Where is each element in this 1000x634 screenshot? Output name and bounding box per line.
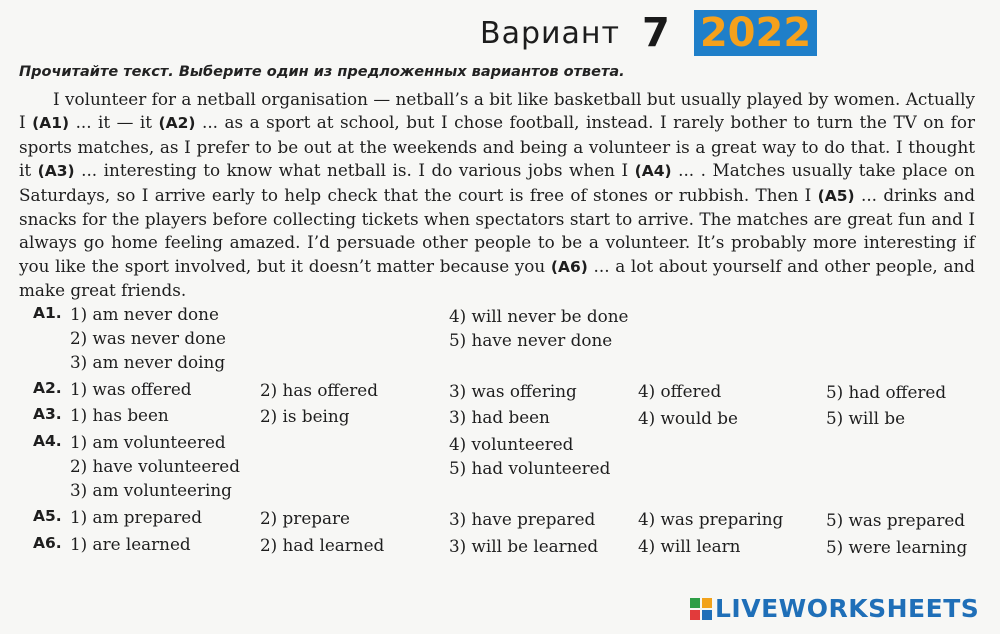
option-a1-4[interactable]: 4) will never be done — [449, 306, 629, 326]
option-a4-3[interactable]: 3) am volunteering — [70, 480, 232, 500]
question-label-a6: A6. — [33, 534, 62, 552]
option-a2-2[interactable]: 2) has offered — [260, 380, 378, 400]
option-a4-2[interactable]: 2) have volunteered — [70, 456, 240, 476]
task-instruction: Прочитайте текст. Выберите один из предложенных вариантов ответа. — [19, 64, 625, 80]
gap-a2: (A2) — [158, 114, 196, 133]
question-label-a5: A5. — [33, 507, 62, 525]
option-a5-4[interactable]: 4) was preparing — [638, 509, 784, 529]
question-label-a4: A4. — [33, 432, 62, 450]
year-badge: 2022 — [694, 10, 817, 56]
gap-a3: (A3) — [37, 162, 75, 181]
gap-a1: (A1) — [32, 114, 70, 133]
option-a2-1[interactable]: 1) was offered — [70, 379, 192, 399]
option-a6-3[interactable]: 3) will be learned — [449, 536, 599, 556]
option-a4-4[interactable]: 4) volunteered — [449, 434, 574, 454]
question-label-a3: A3. — [33, 405, 62, 423]
option-a6-1[interactable]: 1) are learned — [70, 534, 191, 554]
option-a5-3[interactable]: 3) have prepared — [449, 509, 596, 529]
option-a2-4[interactable]: 4) offered — [638, 381, 722, 401]
option-a6-4[interactable]: 4) will learn — [638, 536, 741, 556]
gap-a5: (A5) — [817, 186, 855, 205]
variant-title: Вариант — [480, 15, 620, 51]
option-a4-5[interactable]: 5) had volunteered — [449, 458, 611, 478]
option-a6-5[interactable]: 5) were learning — [826, 537, 968, 557]
question-label-a1: A1. — [33, 304, 62, 322]
logo-square-red — [690, 610, 700, 620]
option-a2-5[interactable]: 5) had offered — [826, 382, 947, 402]
logo-square-blue — [702, 610, 712, 620]
option-a5-2[interactable]: 2) prepare — [260, 508, 350, 528]
option-a1-3[interactable]: 3) am never doing — [70, 352, 226, 372]
option-a3-5[interactable]: 5) will be — [826, 408, 906, 428]
variant-number: 7 — [641, 10, 670, 56]
option-a5-5[interactable]: 5) was prepared — [826, 510, 966, 530]
option-a2-3[interactable]: 3) was offering — [449, 381, 577, 401]
option-a4-1[interactable]: 1) am volunteered — [70, 432, 226, 452]
liveworksheets-logo[interactable] — [690, 594, 979, 623]
logo-grid-icon — [690, 598, 712, 620]
reading-passage: I volunteer for a netball organisation — netball’s a bit like basketball but usually played by women. Actually I (A1) ... it — it (A2) ... as a sport at school, but I chose football, instead. I rarely bother to turn the TV on for sports matches, as I prefer to be out at the weekends and being a volunteer is a great way to do that. I thought it (A3) ... interesting to know what netball is. I do various jobs when I (A4) ... . Matches usually take place on Saturdays, so I arrive early to help check that the court is free of stones or rubbish. Then I (A5) ... drinks and snacks for the players before collecting tickets when spectators start to arrive. The matches are great fun and I always go home feeling amazed. I’d persuade other people to be a volunteer. It’s probably more interesting if you like the sport involved, but it doesn’t matter because you (A6) ... a lot about yourself and other people, and make great friends. — [19, 89, 975, 301]
logo-square-green — [690, 598, 700, 608]
option-a3-3[interactable]: 3) had been — [449, 407, 550, 427]
gap-a4: (A4) — [634, 162, 672, 181]
logo-square-orange — [702, 598, 712, 608]
option-a5-1[interactable]: 1) am prepared — [70, 507, 202, 527]
option-a3-4[interactable]: 4) would be — [638, 408, 738, 428]
option-a1-2[interactable]: 2) was never done — [70, 328, 226, 348]
option-a6-2[interactable]: 2) had learned — [260, 535, 385, 555]
question-label-a2: A2. — [33, 379, 62, 397]
option-a3-2[interactable]: 2) is being — [260, 406, 350, 426]
variant-header — [480, 8, 817, 58]
option-a1-5[interactable]: 5) have never done — [449, 330, 613, 350]
option-a3-1[interactable]: 1) has been — [70, 405, 169, 425]
option-a1-1[interactable]: 1) am never done — [70, 304, 219, 324]
gap-a6: (A6) — [550, 257, 588, 276]
logo-text: LIVEWORKSHEETS — [715, 594, 980, 623]
